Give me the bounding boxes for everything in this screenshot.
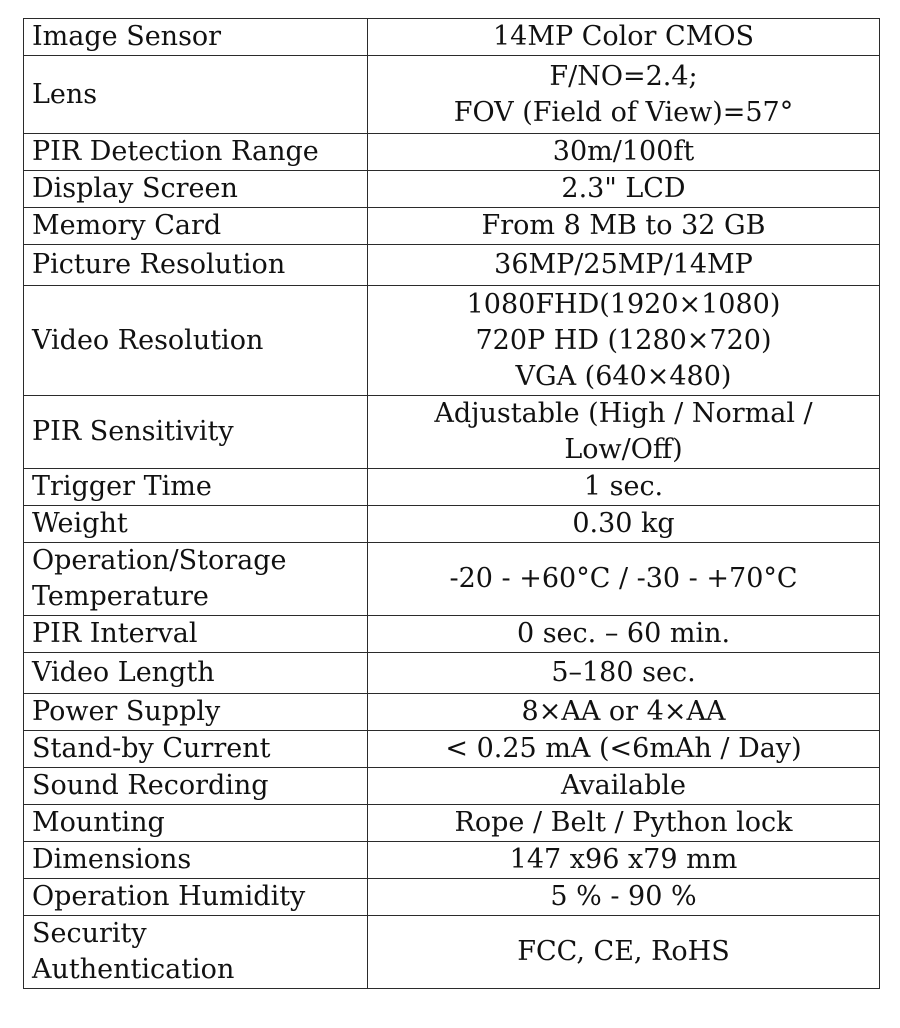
spec-label-text: PIR Sensitivity (32, 416, 234, 447)
spec-value-cell (368, 768, 880, 805)
spec-value-cell (368, 396, 880, 469)
spec-label-cell (24, 768, 368, 805)
spec-value-text: VGA (640×480) (515, 360, 732, 392)
spec-row (24, 805, 880, 842)
spec-label-cell (24, 543, 368, 616)
spec-label-text: Sound Recording (32, 770, 269, 801)
spec-row (24, 506, 880, 543)
spec-label-text: Stand-by Current (32, 733, 271, 764)
spec-value-text: Low/Off) (564, 434, 683, 465)
spec-label-text: Video Length (32, 657, 215, 688)
spec-value-text: 1080FHD(1920×1080) (466, 288, 781, 320)
spec-value-cell (368, 506, 880, 543)
spec-row (24, 842, 880, 879)
spec-value-cell (368, 805, 880, 842)
spec-label-cell (24, 916, 368, 989)
spec-value-text: 1 sec. (583, 471, 664, 502)
spec-label-cell (24, 56, 368, 134)
spec-row (24, 19, 880, 56)
spec-row (24, 208, 880, 245)
spec-row (24, 56, 880, 134)
spec-value-text: Adjustable (High / Normal / (434, 398, 813, 429)
spec-label-cell (24, 694, 368, 731)
spec-value-text: -20 - +60°C / -30 - +70°C (449, 563, 798, 594)
spec-value-text: 30m/100ft (552, 136, 695, 167)
spec-value-cell (368, 543, 880, 616)
spec-value-text: 720P HD (1280×720) (475, 324, 772, 356)
spec-label-text: Image Sensor (32, 21, 222, 52)
spec-value-cell (368, 916, 880, 989)
spec-value-cell (368, 694, 880, 731)
spec-label-cell (24, 245, 368, 286)
spec-label-cell (24, 134, 368, 171)
spec-label-text: Mounting (32, 807, 165, 838)
spec-label-text: Dimensions (32, 844, 192, 875)
spec-label-text: Lens (32, 78, 98, 110)
spec-label-text: Security (32, 918, 147, 949)
spec-value-text: FOV (Field of View)=57° (453, 96, 794, 128)
spec-label-cell (24, 805, 368, 842)
spec-value-text: 8×AA or 4×AA (521, 696, 726, 727)
spec-value-text: 147 x96 x79 mm (509, 844, 738, 875)
spec-row (24, 731, 880, 768)
spec-row (24, 916, 880, 989)
spec-label-text: Operation/Storage (32, 545, 287, 576)
spec-label-cell (24, 616, 368, 653)
spec-value-cell (368, 731, 880, 768)
spec-value-text: 0.30 kg (572, 508, 675, 539)
spec-value-text: From 8 MB to 32 GB (481, 210, 766, 241)
spec-value-cell (368, 653, 880, 694)
spec-row (24, 245, 880, 286)
spec-label-cell (24, 208, 368, 245)
spec-label-text: PIR Detection Range (32, 136, 319, 167)
spec-value-cell (368, 56, 880, 134)
spec-value-text: 14MP Color CMOS (493, 21, 754, 52)
spec-label-cell (24, 879, 368, 916)
spec-label-text: Video Resolution (32, 324, 264, 356)
spec-label-cell (24, 286, 368, 396)
spec-value-cell (368, 134, 880, 171)
spec-row (24, 768, 880, 805)
spec-value-cell (368, 171, 880, 208)
spec-label-text: Picture Resolution (32, 249, 286, 280)
spec-value-text: 5–180 sec. (551, 657, 696, 688)
spec-value-cell (368, 286, 880, 396)
spec-value-cell (368, 879, 880, 916)
spec-value-text: FCC, CE, RoHS (517, 936, 730, 967)
spec-label-text: Operation Humidity (32, 881, 306, 912)
spec-value-text: 36MP/25MP/14MP (494, 249, 753, 280)
spec-row (24, 396, 880, 469)
spec-value-cell (368, 19, 880, 56)
spec-value-cell (368, 616, 880, 653)
spec-value-text: F/NO=2.4; (549, 60, 698, 92)
spec-row (24, 286, 880, 396)
spec-value-text: 5 % - 90 % (550, 881, 697, 912)
spec-value-cell (368, 208, 880, 245)
spec-label-text: Authentication (32, 954, 235, 985)
spec-value-text: Available (560, 770, 687, 801)
spec-label-cell (24, 842, 368, 879)
spec-value-cell (368, 245, 880, 286)
spec-label-text: PIR Interval (32, 618, 198, 649)
spec-label-text: Weight (32, 508, 128, 539)
spec-value-text: 2.3" LCD (561, 173, 686, 204)
spec-label-text: Memory Card (32, 210, 222, 241)
spec-label-cell (24, 469, 368, 506)
spec-label-text: Power Supply (32, 696, 221, 727)
specifications-table-body (24, 19, 880, 989)
spec-label-cell (24, 731, 368, 768)
spec-row (24, 879, 880, 916)
spec-label-cell (24, 396, 368, 469)
spec-row (24, 694, 880, 731)
spec-row (24, 616, 880, 653)
spec-row (24, 134, 880, 171)
spec-row (24, 543, 880, 616)
spec-value-text: Rope / Belt / Python lock (454, 807, 793, 838)
spec-label-cell (24, 19, 368, 56)
spec-label-text: Trigger Time (32, 471, 212, 502)
spec-row (24, 653, 880, 694)
spec-row (24, 469, 880, 506)
spec-value-cell (368, 842, 880, 879)
spec-value-text: < 0.25 mA (<6mAh / Day) (445, 733, 802, 764)
spec-label-cell (24, 506, 368, 543)
spec-label-cell (24, 171, 368, 208)
spec-label-text: Temperature (32, 581, 209, 612)
spec-label-text: Display Screen (32, 173, 238, 204)
spec-value-text: 0 sec. – 60 min. (516, 618, 731, 649)
specifications-table (23, 18, 880, 989)
spec-row (24, 171, 880, 208)
spec-value-cell (368, 469, 880, 506)
spec-label-cell (24, 653, 368, 694)
